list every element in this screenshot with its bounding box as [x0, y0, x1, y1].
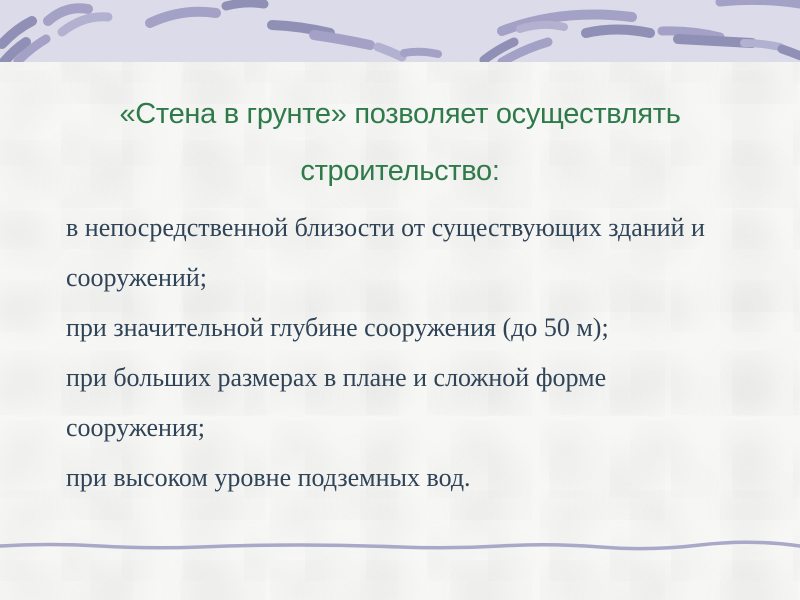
body-line: сооружений;: [66, 263, 207, 292]
header-band: [0, 0, 800, 62]
body-line: сооружения;: [66, 413, 206, 442]
body-line: при высоком уровне подземных вод.: [66, 463, 471, 492]
slide-title: [40, 86, 760, 200]
slide-body: [66, 203, 756, 503]
title-line: «Стена в грунте» позволяет осуществлять: [119, 98, 681, 130]
body-line: при больших размерах в плане и сложной форме: [66, 363, 607, 392]
body-line: в непосредственной близости от существующих зданий и: [66, 213, 705, 242]
title-line: строительство:: [300, 155, 500, 187]
body-line: при значительной глубине сооружения (до 50 м);: [66, 313, 609, 342]
footer-line-decoration: [0, 540, 800, 552]
brush-strokes-icon: [0, 0, 800, 62]
